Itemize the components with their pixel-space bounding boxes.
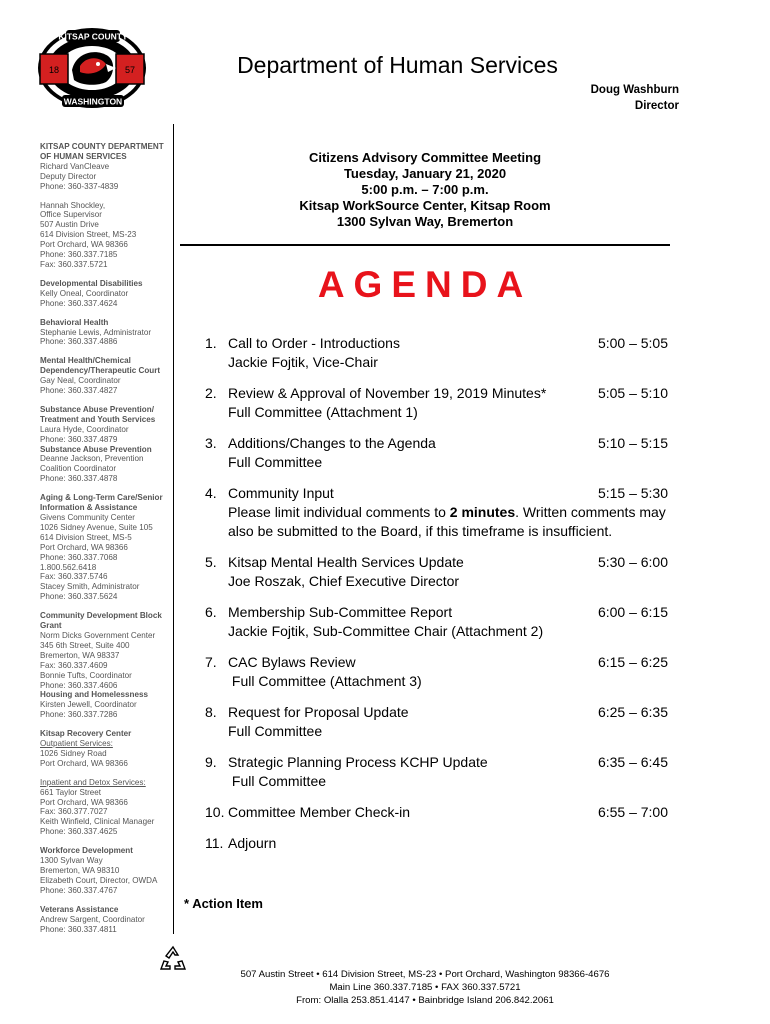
sidebar-heading: Veterans Assistance [40, 904, 119, 914]
sidebar-line: Stephanie Lewis, Administrator [40, 327, 152, 337]
agenda-item-body [228, 653, 668, 691]
sidebar-line: Phone: 360.337.4625 [40, 827, 118, 837]
agenda-item [205, 834, 668, 853]
sidebar-line: Phone: 360.337.4827 [40, 386, 118, 396]
agenda-item-time: 5:30 – 6:00 [597, 554, 668, 570]
sidebar-line: Phone: 360.337.7286 [40, 710, 118, 720]
agenda-item-body [228, 434, 668, 472]
sidebar-line: Phone: 360.337.4606 [40, 680, 118, 690]
agenda-item-title: Adjourn [228, 835, 277, 851]
meeting-venue: Kitsap WorkSource Center, Kitsap Room [299, 198, 551, 213]
sidebar-block [40, 201, 168, 270]
sidebar-block [40, 318, 168, 348]
sidebar-line: Laura Hyde, Coordinator [40, 424, 129, 434]
sidebar-line: Port Orchard, WA 98366 [40, 797, 128, 807]
sidebar-block [40, 142, 168, 192]
sidebar-block [40, 846, 168, 896]
agenda-item-time: 5:15 – 5:30 [597, 485, 668, 501]
agenda-item-title: Membership Sub-Committee Report [228, 604, 453, 620]
sidebar-line: Richard VanCleave [40, 161, 110, 171]
sidebar-line: Phone: 360-337-4839 [40, 181, 119, 191]
agenda-item-detail: Jackie Fojtik, Vice-Chair [228, 354, 378, 370]
agenda-item-header [228, 553, 668, 572]
sidebar-line: Phone: 360.337.7185 [40, 250, 118, 260]
meeting-date: Tuesday, January 21, 2020 [343, 166, 507, 181]
seal-bottom-text: WASHINGTON [63, 96, 123, 107]
sidebar-contacts [40, 142, 168, 943]
agenda-item-detail: Full Committee [228, 773, 327, 789]
sidebar-line: Phone: 360.337.7068 [40, 552, 118, 562]
agenda-item-number: 9. [205, 754, 217, 770]
sidebar-line: 661 Taylor Street [40, 787, 102, 797]
agenda-item-header [228, 653, 668, 672]
footer-address: 507 Austin Street • 614 Division Street, MS-23 • Port Orchard, Washington 98366-4676 [240, 969, 610, 980]
agenda-item-detail: Full Committee (Attachment 3) [228, 673, 422, 689]
agenda-item-header [228, 753, 668, 772]
agenda-item-number: 3. [205, 435, 217, 451]
agenda-item [205, 484, 668, 541]
agenda-item-body [228, 603, 668, 641]
agenda-item-title: Kitsap Mental Health Services Update [228, 554, 464, 570]
sidebar-line: Port Orchard, WA 98366 [40, 542, 128, 552]
agenda-item-detail: Jackie Fojtik, Sub-Committee Chair (Attachment 2) [228, 623, 544, 639]
agenda-item-time: 6:00 – 6:15 [597, 604, 668, 620]
agenda-item-number: 5. [205, 554, 217, 570]
sidebar-line: Fax: 360.337.5746 [40, 572, 108, 582]
sidebar-line: Kirsten Jewell, Coordinator [40, 700, 137, 710]
sidebar-line: Elizabeth Court, Director, OWDA [40, 875, 158, 885]
sidebar-heading: Substance Abuse Prevention/ Treatment and Youth Services [40, 404, 156, 424]
sidebar-line: Hannah Shockley, [40, 200, 106, 210]
agenda-item-number: 4. [205, 485, 217, 501]
agenda-item [205, 384, 668, 422]
director-block [591, 82, 679, 114]
footer-main-line: Main Line 360.337.7185 • FAX 360.337.5721 [329, 982, 521, 993]
agenda-item [205, 553, 668, 591]
agenda-item-body [228, 384, 668, 422]
sidebar-heading: Substance Abuse Prevention [40, 444, 152, 454]
sidebar-line: Port Orchard, WA 98366 [40, 240, 128, 250]
agenda-item-title: Community Input [228, 485, 334, 501]
agenda-item-body [228, 334, 668, 372]
sidebar-line: Gay Neal, Coordinator [40, 376, 121, 386]
agenda-item-time: 5:10 – 5:15 [597, 435, 668, 451]
footer-branch-lines: From: Olalla 253.851.4147 • Bainbridge Island 206.842.2061 [296, 995, 554, 1006]
agenda-item [205, 334, 668, 372]
footer [190, 968, 660, 1007]
sidebar-block [40, 611, 168, 720]
agenda-item-detail: Full Committee [228, 723, 323, 739]
sidebar-line: Bremerton, WA 98337 [40, 650, 120, 660]
agenda-item [205, 603, 668, 641]
vertical-divider [173, 124, 174, 934]
sidebar-subheading: Outpatient Services: [40, 739, 113, 749]
seal-year-left: 18 [48, 65, 60, 75]
director-title: Director [634, 100, 679, 112]
agenda-item-title: Call to Order - Introductions [228, 335, 400, 351]
meeting-time: 5:00 p.m. – 7:00 p.m. [361, 182, 489, 197]
agenda-item-header [228, 803, 668, 822]
sidebar-line: 1300 Sylvan Way [40, 856, 103, 866]
seal-year-right: 57 [124, 65, 136, 75]
sidebar-line: Phone: 360.337.5624 [40, 592, 118, 602]
meeting-name: Citizens Advisory Committee Meeting [308, 150, 542, 165]
sidebar-line: Kelly Oneal, Coordinator [40, 288, 129, 298]
detail-text: . Written comments may also be submitted to the Board, if this timeframe is insufficient. [228, 504, 666, 539]
sidebar-line: Coalition Coordinator [40, 464, 117, 474]
agenda-item-header [228, 834, 668, 853]
sidebar-line: Bremerton, WA 98310 [40, 866, 120, 875]
sidebar-line: Phone: 360.337.4811 [40, 924, 117, 934]
agenda-item-number: 6. [205, 604, 217, 620]
kitsap-county-seal [36, 26, 148, 110]
sidebar-line: Office Supervisor [40, 210, 102, 220]
sidebar-heading: Behavioral Health [40, 317, 109, 327]
agenda-item-number: 1. [205, 335, 217, 351]
agenda-item-body [228, 484, 668, 541]
agenda-item-title: CAC Bylaws Review [228, 654, 356, 670]
sidebar-heading: Mental Health/Chemical Dependency/Therapeutic Court [40, 356, 161, 376]
sidebar-block [40, 356, 168, 396]
seal-top-text: KITSAP COUNTY [58, 31, 128, 42]
sidebar-heading: Kitsap Recovery Center [40, 729, 132, 739]
sidebar-line: Deputy Director [40, 171, 97, 181]
sidebar-heading: Housing and Homelessness [40, 690, 148, 700]
horizontal-divider [180, 244, 670, 246]
agenda-item [205, 703, 668, 741]
meeting-info [230, 150, 620, 230]
agenda-item-number: 8. [205, 704, 217, 720]
sidebar-line: Norm Dicks Government Center [40, 630, 156, 640]
director-name: Doug Washburn [590, 84, 679, 96]
sidebar-line: Phone: 360.337.4624 [40, 298, 118, 308]
sidebar-line: 1.800.562.6418 [40, 562, 97, 572]
agenda-item-body [228, 553, 668, 591]
sidebar-block [40, 729, 168, 837]
sidebar-line: 1026 Sidney Road [40, 748, 107, 758]
agenda-title: AGENDA [317, 264, 533, 305]
sidebar-line: Deanne Jackson, Prevention [40, 454, 144, 464]
sidebar-line: Andrew Sargent, Coordinator [40, 914, 145, 924]
sidebar-subheading: Inpatient and Detox Services: [40, 777, 146, 787]
agenda-item [205, 753, 668, 791]
sidebar-line: Port Orchard, WA 98366 [40, 758, 128, 768]
sidebar-line: Keith Winfield, Clinical Manager [40, 817, 155, 827]
agenda-item-header [228, 603, 668, 622]
sidebar-line: Fax: 360.377.7027 [40, 807, 108, 817]
sidebar-heading: Community Development Block Grant [40, 611, 162, 631]
sidebar-heading: KITSAP COUNTY DEPARTMENT OF HUMAN SERVICES [40, 142, 164, 161]
agenda-item-time: 6:15 – 6:25 [597, 654, 668, 670]
agenda-item-title: Review & Approval of November 19, 2019 Minutes* [228, 385, 547, 401]
agenda-item-detail: Full Committee [228, 454, 323, 470]
agenda-item-number: 11. [205, 835, 224, 851]
agenda-item-time: 6:25 – 6:35 [597, 704, 668, 720]
department-title: Department of Human Services [237, 52, 558, 78]
agenda-item-body [228, 703, 668, 741]
sidebar-line: Fax: 360.337.5721 [40, 259, 108, 269]
sidebar-block [40, 279, 168, 309]
sidebar-line: 507 Austin Drive [40, 220, 99, 230]
agenda-item-number: 2. [205, 385, 217, 401]
sidebar-line: Stacey Smith, Administrator [40, 582, 140, 592]
agenda-item [205, 434, 668, 472]
sidebar-line: Bonnie Tufts, Coordinator [40, 670, 132, 680]
agenda-item-title: Request for Proposal Update [228, 704, 409, 720]
agenda-item-time: 5:00 – 5:05 [597, 335, 668, 351]
agenda-item-body [228, 803, 668, 822]
agenda-item-time: 6:35 – 6:45 [597, 754, 668, 770]
agenda-item-title: Strategic Planning Process KCHP Update [228, 754, 488, 770]
agenda-item-header [228, 384, 668, 403]
agenda-item-number: 10. [205, 804, 225, 820]
sidebar-block [40, 493, 168, 602]
detail-text: Please limit individual comments to [228, 504, 450, 520]
action-item-note: * Action Item [184, 896, 263, 911]
agenda-item-header [228, 484, 668, 503]
sidebar-heading: Workforce Development [40, 846, 133, 856]
sidebar-line: Phone: 360.337.4886 [40, 337, 118, 347]
sidebar-line: Fax: 360.337.4609 [40, 660, 108, 670]
sidebar-line: 614 Division Street, MS-23 [40, 230, 137, 240]
sidebar-line: 345 6th Street, Suite 400 [40, 640, 130, 650]
sidebar-line: 614 Division Street, MS-5 [40, 532, 132, 542]
agenda-item-body [228, 753, 668, 791]
sidebar-line: 1026 Sidney Avenue, Suite 105 [40, 522, 153, 532]
sidebar-line: Phone: 360.337.4879 [40, 434, 118, 444]
sidebar-line: Phone: 360.337.4767 [40, 885, 118, 895]
agenda-item-header [228, 434, 668, 453]
detail-emphasis: 2 minutes [449, 504, 516, 520]
agenda-item-header [228, 334, 668, 353]
sidebar-line: Givens Community Center [40, 513, 135, 522]
agenda-item [205, 653, 668, 691]
sidebar-block [40, 905, 168, 935]
agenda-item-time: 5:05 – 5:10 [597, 385, 668, 401]
meeting-address: 1300 Sylvan Way, Bremerton [336, 214, 514, 229]
agenda-item-detail [228, 503, 668, 541]
agenda-item-time: 6:55 – 7:00 [597, 804, 668, 820]
recycle-icon [158, 944, 188, 974]
agenda-item [205, 803, 668, 822]
agenda-item-body [228, 834, 668, 853]
sidebar-line: Phone: 360.337.4878 [40, 474, 118, 484]
agenda-item-detail: Joe Roszak, Chief Executive Director [228, 573, 460, 589]
agenda-item-title: Additions/Changes to the Agenda [228, 435, 436, 451]
agenda-item-number: 7. [205, 654, 217, 670]
agenda-item-header [228, 703, 668, 722]
sidebar-block [40, 405, 168, 484]
agenda-item-detail: Full Committee (Attachment 1) [228, 404, 418, 420]
agenda-item-title: Committee Member Check-in [228, 804, 411, 820]
sidebar-heading: Aging & Long-Term Care/Senior Information & Assistance [40, 493, 163, 513]
sidebar-heading: Developmental Disabilities [40, 278, 143, 288]
agenda-items [205, 334, 668, 865]
